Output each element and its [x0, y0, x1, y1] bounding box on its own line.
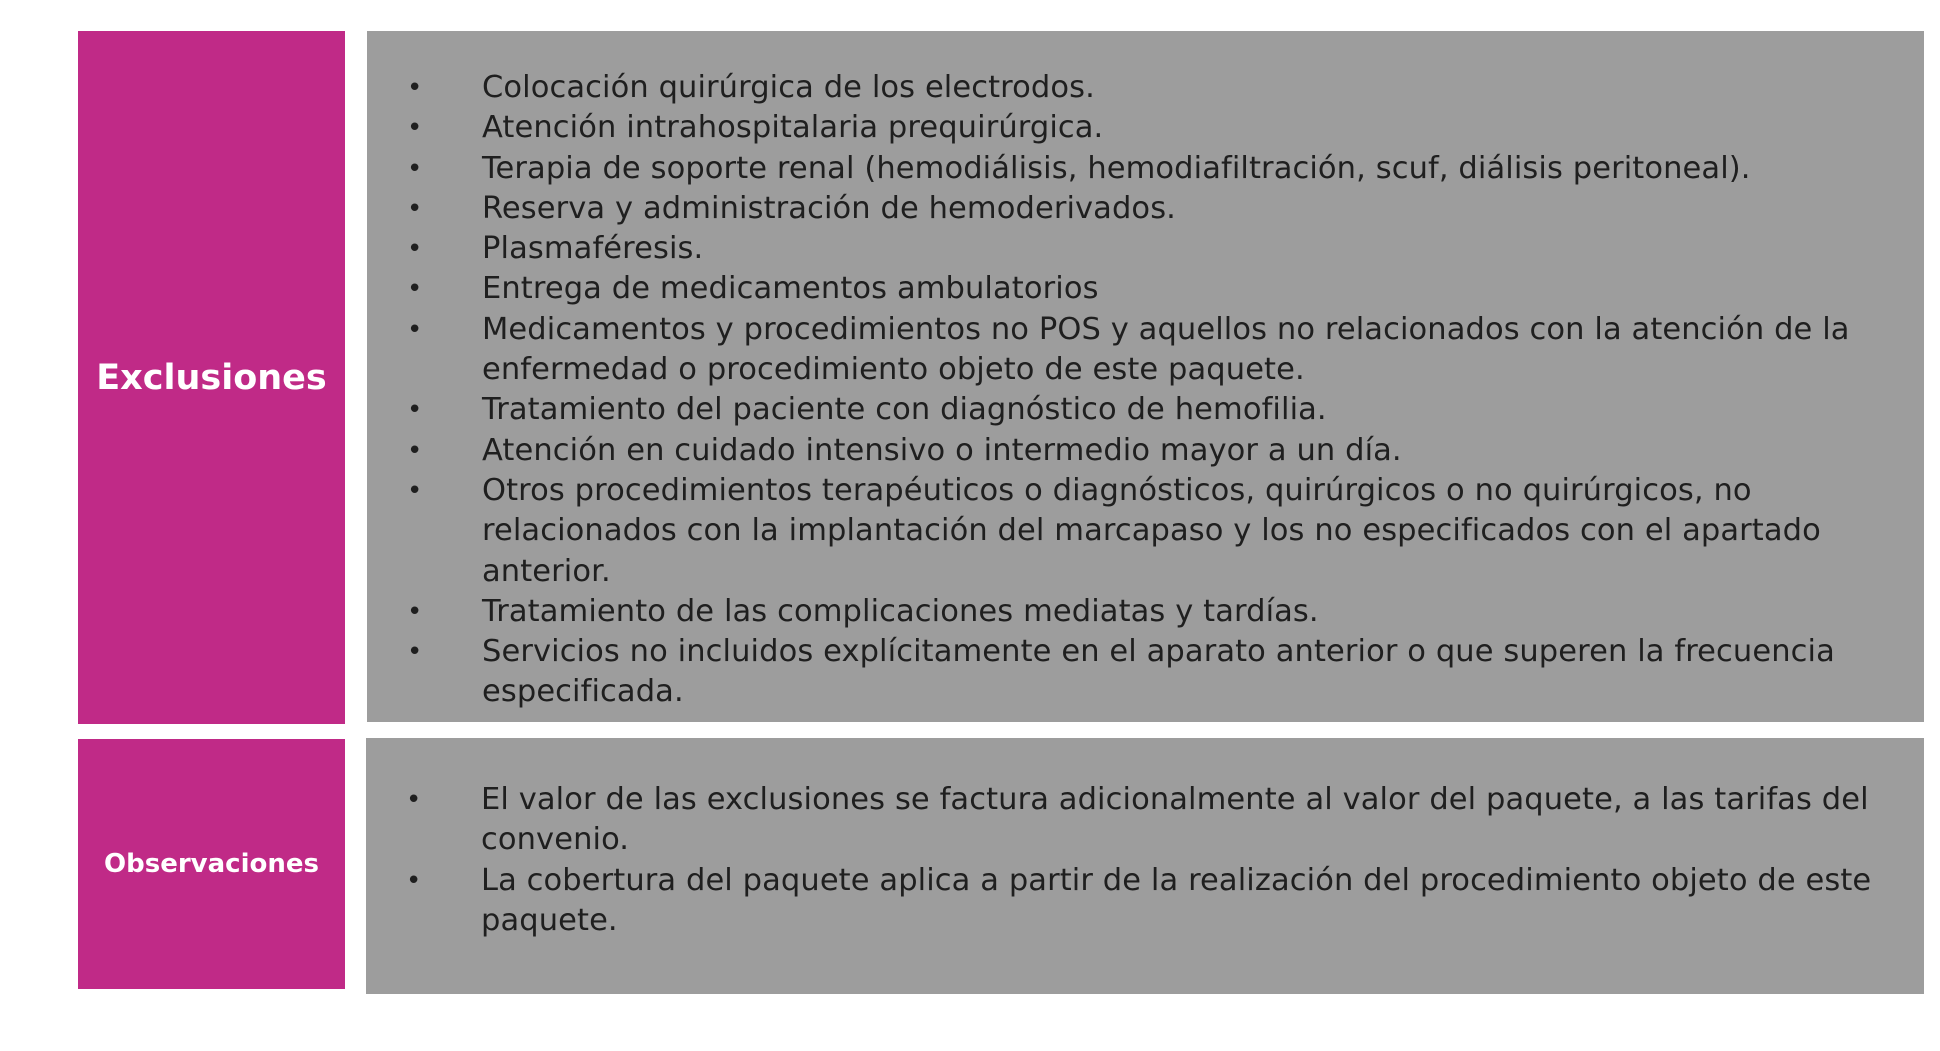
observaciones-list — [366, 780, 1902, 941]
list-item — [366, 780, 1902, 861]
list-item — [367, 229, 1902, 269]
list-item — [367, 310, 1902, 391]
list-item — [367, 632, 1902, 713]
list-item-text: Servicios no incluidos explícitamente en el aparato anterior o que superen la frecuencia especificada. — [482, 634, 1835, 710]
exclusiones-list — [367, 68, 1902, 713]
list-item — [367, 108, 1902, 148]
bullet-icon: • — [407, 234, 423, 265]
list-item-text: El valor de las exclusiones se factura adicionalmente al valor del paquete, a las tarifas del convenio. — [481, 782, 1869, 858]
list-item-text: La cobertura del paquete aplica a partir de la realización del procedimiento objeto de este paquete. — [481, 862, 1872, 938]
list-item-text: Reserva y administración de hemoderivados. — [482, 190, 1176, 226]
list-item — [367, 269, 1902, 309]
bullet-icon: • — [407, 596, 423, 627]
list-item-text: Medicamentos y procedimientos no POS y aquellos no relacionados con la atención de la enfermedad o procedimiento objeto de este paquete. — [482, 311, 1850, 388]
list-item-text: Otros procedimientos terapéuticos o diagnósticos, quirúrgicos o no quirúrgicos, no relacionados con la implantación del marcapaso y los no especificados con el apartado anterior. — [482, 472, 1821, 589]
list-item-text: Atención en cuidado intensivo o intermedio mayor a un día. — [482, 432, 1402, 468]
bullet-icon: • — [407, 193, 423, 224]
bullet-icon: • — [407, 314, 423, 345]
list-item — [367, 390, 1902, 430]
observaciones-content-cell — [366, 738, 1924, 994]
list-item-text: Plasmaféresis. — [482, 231, 704, 267]
list-item — [367, 592, 1902, 632]
bullet-icon: • — [407, 73, 423, 103]
exclusiones-label-cell — [78, 31, 345, 724]
bullet-icon: • — [407, 274, 423, 305]
exclusiones-label: Exclusiones — [96, 357, 327, 398]
list-item-text: Tratamiento del paciente con diagnóstico de hemofilia. — [482, 392, 1327, 428]
bullet-icon: • — [407, 113, 423, 144]
list-item — [367, 68, 1902, 108]
bullet-icon: • — [406, 865, 422, 896]
bullet-icon: • — [407, 395, 423, 426]
observaciones-label: Observaciones — [104, 849, 319, 879]
list-item — [366, 861, 1902, 942]
list-item-text: Terapia de soporte renal (hemodiálisis, hemodiafiltración, scuf, diálisis peritoneal). — [482, 150, 1751, 186]
list-item-text: Colocación quirúrgica de los electrodos. — [482, 70, 1095, 105]
exclusiones-content-cell — [367, 31, 1924, 722]
list-item-text: Atención intrahospitalaria prequirúrgica. — [482, 110, 1104, 146]
bullet-icon: • — [407, 475, 423, 506]
bullet-icon: • — [407, 153, 423, 184]
list-item — [367, 471, 1902, 592]
list-item — [367, 149, 1902, 189]
bullet-icon: • — [407, 637, 423, 668]
list-item-text: Tratamiento de las complicaciones mediatas y tardías. — [482, 593, 1319, 629]
list-item-text: Entrega de medicamentos ambulatorios — [482, 271, 1099, 307]
list-item — [367, 431, 1902, 471]
observaciones-label-cell — [78, 739, 345, 989]
bullet-icon: • — [407, 435, 423, 466]
bullet-icon: • — [406, 785, 422, 815]
list-item — [367, 189, 1902, 229]
